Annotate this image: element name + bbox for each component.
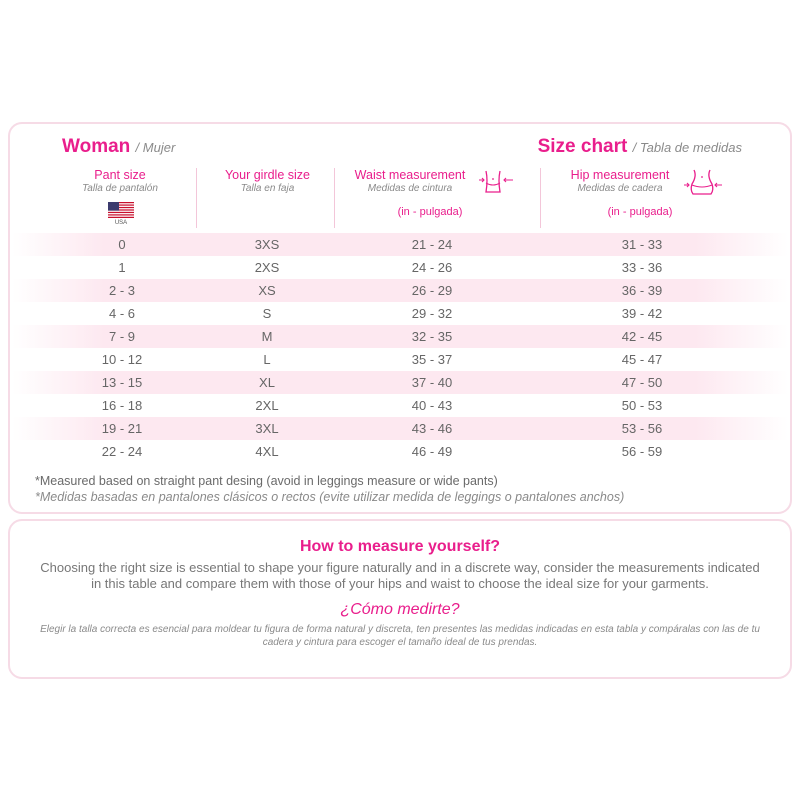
cell-girdle: 2XS — [254, 260, 280, 275]
col-title: Waist measurement — [354, 168, 466, 182]
cell-girdle: L — [263, 352, 271, 367]
como-medirte-title: ¿Cómo medirte? — [340, 601, 460, 618]
cell-girdle: 4XL — [255, 444, 279, 459]
col-header-pant-size — [60, 168, 180, 194]
cell-hip: 45 - 47 — [621, 352, 663, 367]
table-row — [12, 279, 788, 302]
col-subtitle: Talla de pantalón — [82, 183, 158, 194]
waist-measure-icon — [478, 168, 514, 196]
col-title: Pant size — [94, 168, 146, 182]
cell-waist: 46 - 49 — [411, 444, 453, 459]
cell-pant: 19 - 21 — [101, 421, 143, 436]
cell-hip: 39 - 42 — [621, 306, 663, 321]
cell-pant: 7 - 9 — [108, 329, 135, 344]
col-title: Hip measurement — [570, 168, 670, 182]
col-header-girdle-size — [205, 168, 330, 194]
cell-waist: 29 - 32 — [411, 306, 453, 321]
cell-girdle: 3XL — [255, 421, 279, 436]
cell-waist: 24 - 26 — [411, 260, 453, 275]
cell-waist: 21 - 24 — [411, 237, 453, 252]
column-divider — [196, 168, 197, 228]
col-subtitle: Talla en faja — [240, 183, 295, 194]
cell-girdle: M — [261, 329, 273, 344]
usa-flag-icon — [108, 202, 134, 218]
cell-pant: 22 - 24 — [101, 444, 143, 459]
cell-hip: 47 - 50 — [621, 375, 663, 390]
table-row — [12, 394, 788, 417]
title-woman-main: Woman — [62, 136, 131, 157]
cell-waist: 32 - 35 — [411, 329, 453, 344]
size-table — [12, 233, 788, 463]
table-row — [12, 325, 788, 348]
usa-flag-label: USA — [114, 220, 128, 226]
cell-waist: 43 - 46 — [411, 421, 453, 436]
waist-unit-label: (in - pulgada) — [397, 206, 463, 218]
cell-pant: 16 - 18 — [101, 398, 143, 413]
cell-waist: 35 - 37 — [411, 352, 453, 367]
cell-girdle: 3XS — [254, 237, 280, 252]
table-row — [12, 256, 788, 279]
cell-hip: 31 - 33 — [621, 237, 663, 252]
table-row — [12, 233, 788, 256]
cell-hip: 56 - 59 — [621, 444, 663, 459]
how-to-measure-title: How to measure yourself? — [299, 538, 501, 555]
hip-measure-icon — [683, 168, 723, 196]
cell-waist: 37 - 40 — [411, 375, 453, 390]
col-subtitle: Medidas de cadera — [577, 183, 663, 194]
cell-hip: 42 - 45 — [621, 329, 663, 344]
column-divider — [334, 168, 335, 228]
como-medirte-body: Elegir la talla correcta es esencial para moldear tu figura de forma natural y discreta, ten presentes las medidas indicadas en esta tabla y compáralas con las de tu cadera y cintura para escoger el tamaño ideal de tus prendas. — [40, 624, 760, 648]
title-woman-sub: / Mujer — [135, 140, 176, 155]
col-title: Your girdle size — [224, 168, 310, 182]
cell-pant: 13 - 15 — [101, 375, 143, 390]
col-header-hip — [560, 168, 680, 194]
cell-hip: 36 - 39 — [621, 283, 663, 298]
column-divider — [540, 168, 541, 228]
title-size-chart-main: Size chart — [537, 136, 628, 157]
cell-girdle: 2XL — [255, 398, 279, 413]
title-woman — [62, 136, 175, 158]
cell-girdle: S — [262, 306, 272, 321]
col-subtitle: Medidas de cintura — [367, 183, 453, 194]
table-row — [12, 348, 788, 371]
measurement-note-es: *Medidas basadas en pantalones clásicos o rectos (evite utilizar medida de leggings o pantalones anchos) — [35, 490, 625, 504]
cell-pant: 1 — [118, 260, 126, 275]
table-row — [12, 302, 788, 325]
title-size-chart — [538, 136, 742, 158]
hip-unit-label: (in - pulgada) — [607, 206, 673, 218]
cell-pant: 10 - 12 — [101, 352, 143, 367]
table-row — [12, 371, 788, 394]
table-row — [12, 417, 788, 440]
cell-pant: 0 — [118, 237, 126, 252]
measurement-note-en: *Measured based on straight pant desing (avoid in leggings measure or wide pants) — [35, 474, 498, 488]
table-row — [12, 440, 788, 463]
cell-waist: 26 - 29 — [411, 283, 453, 298]
cell-girdle: XS — [258, 283, 276, 298]
title-size-chart-sub: / Tabla de medidas — [632, 140, 742, 155]
cell-hip: 33 - 36 — [621, 260, 663, 275]
col-header-waist — [345, 168, 475, 194]
cell-pant: 4 - 6 — [108, 306, 135, 321]
cell-hip: 53 - 56 — [621, 421, 663, 436]
how-to-measure-body: Choosing the right size is essential to shape your figure naturally and in a discrete way, consider the measurements indicated in this table and compare them with those of your hips and waist to choose the ideal size for your garments. — [40, 560, 760, 591]
cell-waist: 40 - 43 — [411, 398, 453, 413]
cell-girdle: XL — [259, 375, 275, 390]
cell-pant: 2 - 3 — [108, 283, 135, 298]
cell-hip: 50 - 53 — [621, 398, 663, 413]
